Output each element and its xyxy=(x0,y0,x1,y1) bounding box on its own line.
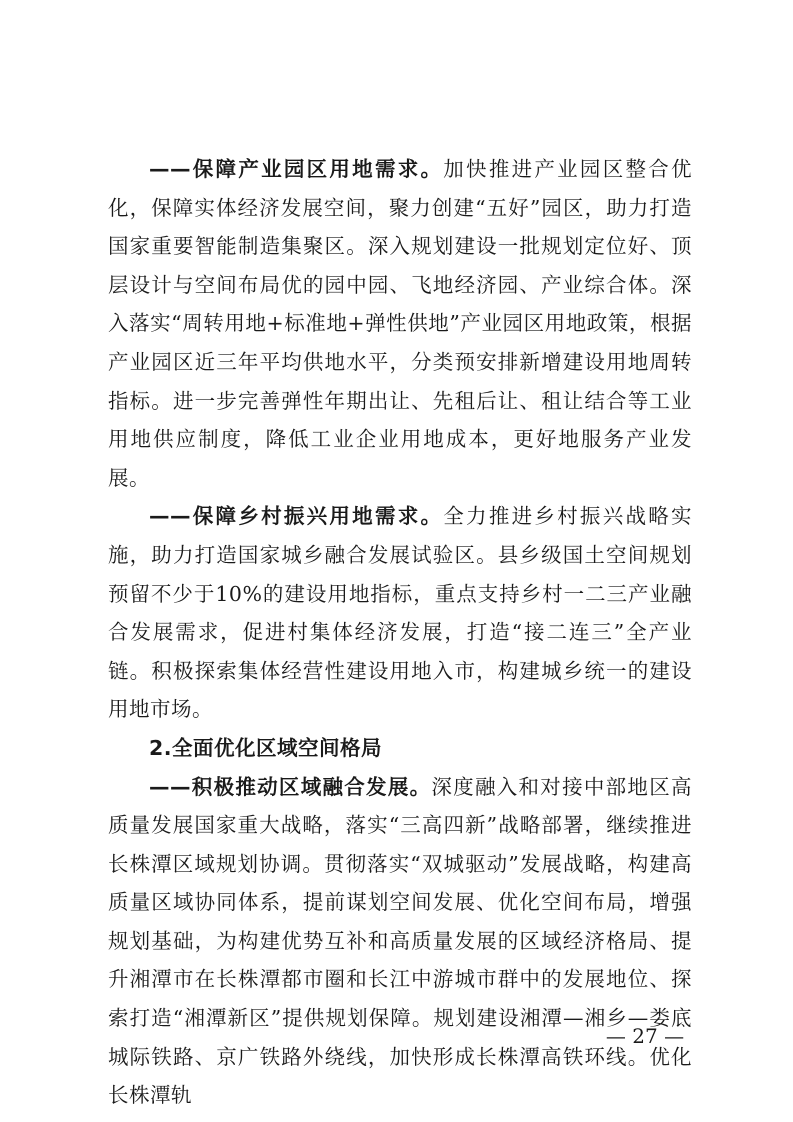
section-heading: 2.全面优化区域空间格局 xyxy=(149,735,383,760)
paragraph-lead: ——保障产业园区用地需求。 xyxy=(149,157,444,181)
paragraph-industrial-park xyxy=(108,150,692,497)
paragraph-lead: ——保障乡村振兴用地需求。 xyxy=(149,504,444,529)
page-number: — 27 — xyxy=(605,1024,685,1048)
document-body xyxy=(108,150,692,1115)
paragraph-text: 加快推进产业园区整合优化，保障实体经济发展空间，聚力创建“五好”园区，助力打造国家重要智能制造集聚区。深入规划建设一批规划定位好、顶层设计与空间布局优的园中园、飞地经济园、产业综合体。深入落实“周转用地+标准地+弹性供地”产业园区用地政策，根据产业园区近三年平均供地水平，分类预安排新增建设用地周转指标。进一步完善弹性年期出让、先租后让、租让结合等工业用地供应制度，降低工业企业用地成本，更好地服务产业发展。 xyxy=(108,157,693,490)
paragraph-rural-revitalization xyxy=(108,497,692,729)
paragraph-lead: ——积极推动区域融合发展。 xyxy=(149,774,432,799)
paragraph-text: 全力推进乡村振兴战略实施，助力打造国家城乡融合发展试验区。县乡级国土空间规划预留不少于10%的建设用地指标，重点支持乡村一二三产业融合发展需求，促进村集体经济发展，打造“接二连三”全产业链。积极探索集体经营性建设用地入市，构建城乡统一的建设用地市场。 xyxy=(108,504,693,722)
paragraph-text: 深度融入和对接中部地区高质量发展国家重大战略，落实“三高四新”战略部署，继续推进长株潭区域规划协调。贯彻落实“双城驱动”发展战略，构建高质量区域协同体系，提前谋划空间发展、优化空间布局，增强规划基础，为构建优势互补和高质量发展的区域经济格局、提升湘潭市在长株潭都市圈和长江中游城市群中的发展地位、探索打造“湘潭新区”提供规划保障。规划建设湘潭—湘乡—娄底城际铁路、京广铁路外绕线，加快形成长株潭高铁环线。优化长株潭轨 xyxy=(108,774,692,1108)
paragraph-regional-integration xyxy=(108,768,692,1115)
